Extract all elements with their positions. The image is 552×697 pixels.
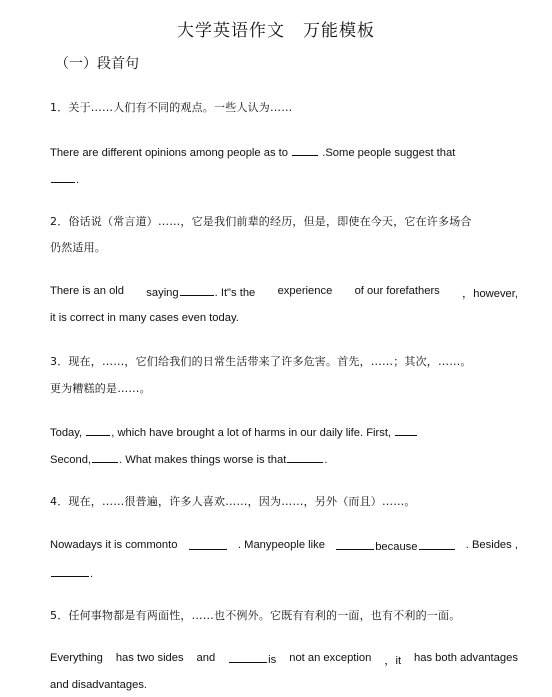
item-4-text-end: . <box>90 568 94 580</box>
item-4-chinese: 4．现在，……很普遍，许多人喜欢……，因为……，另外（而且）……。 <box>50 495 416 508</box>
item-3-blank-2 <box>395 425 417 436</box>
item-4-word-1: Nowadays it is commonto <box>50 539 178 551</box>
item-4-english-line-1 <box>50 539 518 553</box>
item-2-word-1: There is an old <box>50 285 125 297</box>
item-2-chinese-line-2: 仍然适用。 <box>50 241 106 254</box>
item-2-word-4: experience <box>277 285 333 297</box>
item-2-word-group <box>146 285 255 301</box>
item-5-word-group <box>228 652 276 668</box>
item-5-word-5: not an exception <box>289 652 372 664</box>
item-5-word-2: has two sides <box>115 652 184 664</box>
item-5-word-4: is <box>268 654 277 666</box>
item-4-blank-3 <box>419 539 455 550</box>
item-4-word-3: because <box>375 541 418 553</box>
item-1-text-a: There are different opinions among people as to <box>50 147 292 159</box>
item-1-english-line-1 <box>50 145 455 159</box>
item-1-text-c: . <box>76 174 80 186</box>
item-4-word-group <box>335 539 455 553</box>
item-3-text-b: , which have brought a lot of harms in our daily life. First, <box>111 427 395 439</box>
item-2-chinese-line-1: 2．俗话说（常言道）……，它是我们前辈的经历，但是，即使在今天，它在许多场合 <box>50 215 472 228</box>
item-4-word-2: . Manypeople like <box>237 539 325 551</box>
item-3-chinese-line-2: 更为糟糕的是……。 <box>50 382 151 395</box>
item-3-blank-1 <box>86 425 110 436</box>
item-5-blank-1 <box>229 652 267 663</box>
item-5-english-line-2: and disadvantages. <box>50 679 148 691</box>
item-1-text-b: .Some people suggest that <box>319 147 456 159</box>
item-2-blank-1 <box>180 285 214 296</box>
item-2-word-5: of our forefathers <box>354 285 440 297</box>
item-1-chinese: 1．关于……人们有不同的观点。一些人认为…… <box>50 101 293 114</box>
item-2-word-2: saying <box>146 287 179 299</box>
item-5-english-line-1 <box>50 652 518 668</box>
item-3-text-e: . <box>324 454 328 466</box>
item-4-blank-4 <box>51 566 89 577</box>
item-3-chinese-line-1: 3．现在，……，它们给我们的日常生活带来了许多危害。首先，……；其次，……。 <box>50 355 472 368</box>
item-5-word-3: and <box>196 652 216 664</box>
document-title: 大学英语作文 万能模板 <box>177 21 375 41</box>
section-heading: （一）段首句 <box>55 56 139 72</box>
item-3-text-d: . What makes things worse is that <box>119 454 287 466</box>
item-5-word-7: has both advantages <box>414 652 518 664</box>
item-2-word-3: . It"s the <box>214 287 256 299</box>
item-1-english-line-2 <box>50 172 79 186</box>
item-3-english-line-2 <box>50 452 327 466</box>
item-2-english-line-2: it is correct in many cases even today. <box>50 312 239 324</box>
item-3-text-a: Today, <box>50 427 86 439</box>
item-4-word-4: . Besides , <box>465 539 518 551</box>
item-4-english-line-2 <box>50 566 93 580</box>
item-4-blank-2 <box>336 539 374 550</box>
item-1-blank-1 <box>292 145 318 156</box>
item-5-word-6: ，it <box>384 655 402 667</box>
item-1-blank-2 <box>51 172 75 183</box>
item-2-word-6: ，however, <box>462 288 518 300</box>
item-3-text-c: Second, <box>50 454 92 466</box>
item-2-english-line-1 <box>50 285 518 301</box>
item-5-chinese: 5．任何事物都是有两面性，……也不例外。它既有有利的一面，也有不利的一面。 <box>50 609 461 622</box>
item-4-blank-1 <box>189 539 227 550</box>
item-3-blank-3 <box>92 452 118 463</box>
item-3-blank-4 <box>287 452 323 463</box>
item-3-english-line-1 <box>50 425 418 439</box>
item-5-word-1: Everything <box>50 652 103 664</box>
